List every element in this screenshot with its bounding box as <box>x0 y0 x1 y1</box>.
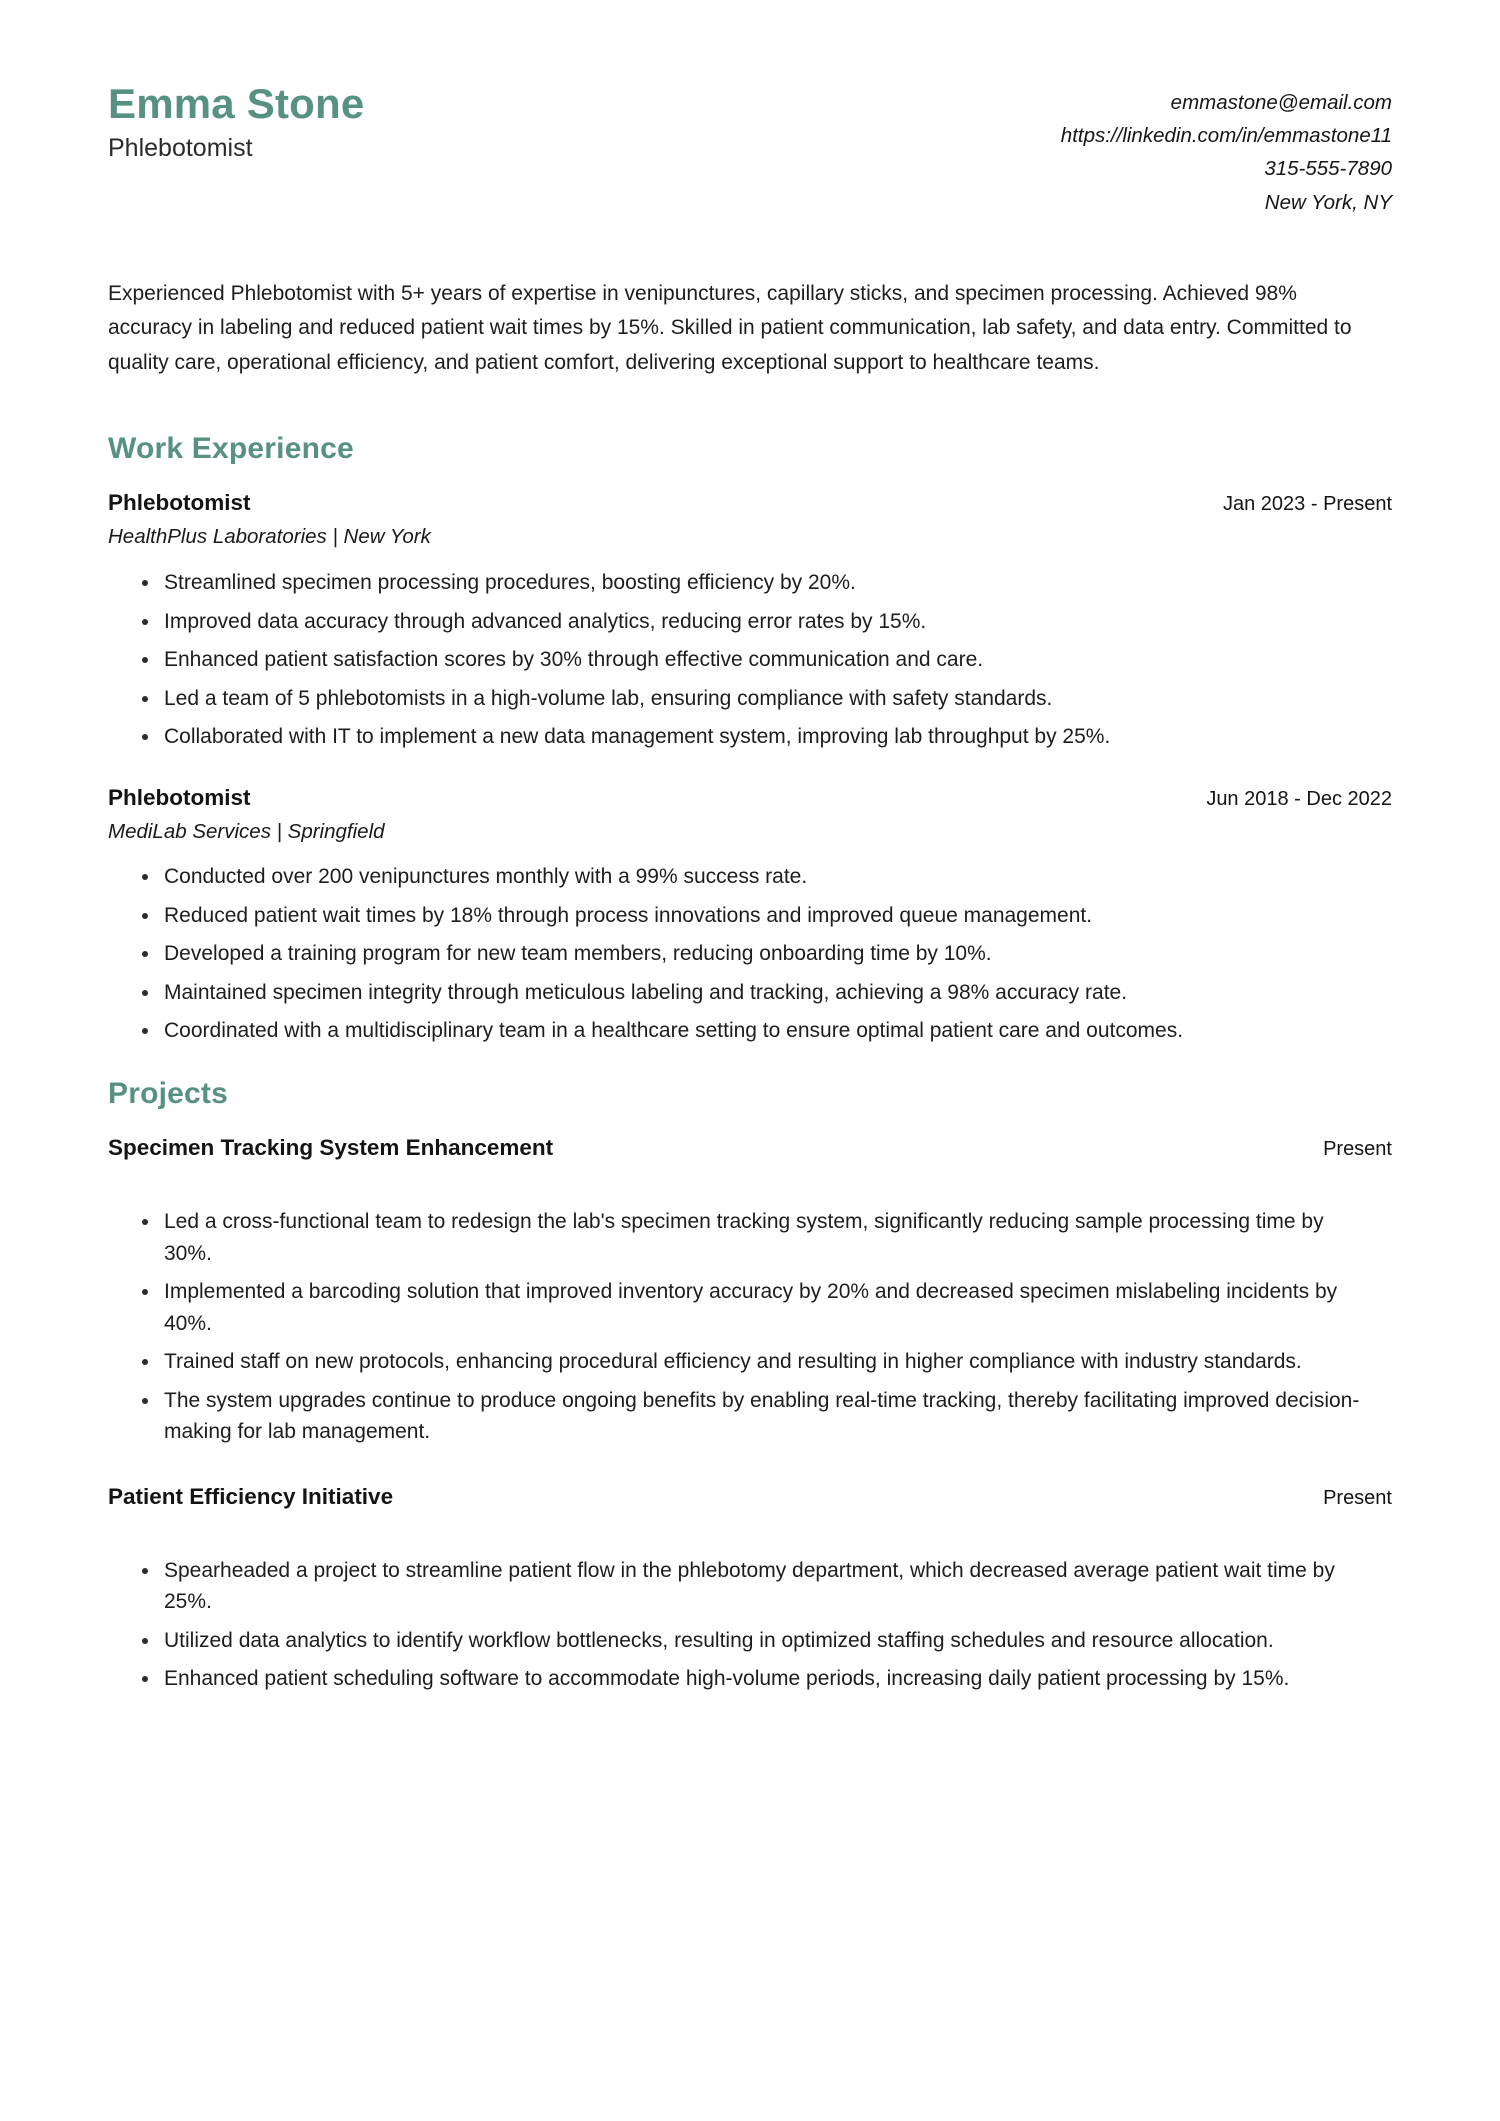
list-item: Streamlined specimen processing procedures, boosting efficiency by 20%. <box>142 567 1370 599</box>
section-work-experience <box>108 432 1392 1047</box>
list-item: Collaborated with IT to implement a new data management system, improving lab throughput by 25%. <box>142 721 1370 753</box>
project-entry-bullets <box>108 1555 1370 1695</box>
professional-summary: Experienced Phlebotomist with 5+ years of expertise in venipunctures, capillary sticks, and specimen processing. Achieved 98% accuracy in labeling and reduced patient wait times by 15%. Skilled in patient communication, lab safety, and data entry. Committed to quality care, operational efficiency, and patient comfort, delivering exceptional support to healthcare teams. <box>108 281 1352 374</box>
work-entry-title: Phlebotomist <box>108 490 251 516</box>
project-entry <box>108 1482 1392 1695</box>
project-entry-head <box>108 1482 1392 1511</box>
project-entry-date: Present <box>1323 1486 1392 1509</box>
list-item: Led a cross-functional team to redesign the lab's specimen tracking system, significantly reducing sample processing time by 30%. <box>142 1206 1370 1269</box>
work-entry-company: HealthPlus Laboratories | New York <box>108 525 431 549</box>
list-item: Developed a training program for new team members, reducing onboarding time by 10%. <box>142 938 1370 970</box>
list-item: Coordinated with a multidisciplinary team in a healthcare setting to ensure optimal patient care and outcomes. <box>142 1015 1370 1047</box>
list-item: Implemented a barcoding solution that improved inventory accuracy by 20% and decreased specimen mislabeling incidents by 40%. <box>142 1276 1370 1339</box>
contact-location: New York, NY <box>1264 190 1392 214</box>
project-entry-head <box>108 1133 1392 1162</box>
work-entry <box>108 488 1392 752</box>
work-entry-company: MediLab Services | Springfield <box>108 819 385 843</box>
list-item: Enhanced patient satisfaction scores by 30% through effective communication and care. <box>142 644 1370 676</box>
work-entry-bullets <box>108 861 1370 1047</box>
contact-email[interactable]: emmastone@email.com <box>1170 91 1392 114</box>
contact-linkedin[interactable]: https://linkedin.com/in/emmastone11 <box>1060 124 1392 148</box>
work-entry-date: Jan 2023 - Present <box>1223 493 1392 516</box>
identity-block <box>108 78 364 163</box>
contact-block <box>1061 78 1392 219</box>
list-item: Enhanced patient scheduling software to accommodate high-volume periods, increasing daily patient processing by 15%. <box>142 1663 1370 1695</box>
work-entry <box>108 783 1392 1047</box>
project-entry-title: Specimen Tracking System Enhancement <box>108 1134 554 1160</box>
list-item: Reduced patient wait times by 18% through process innovations and improved queue management. <box>142 900 1370 932</box>
candidate-name: Emma Stone <box>108 80 365 127</box>
work-entry-head <box>108 488 1392 517</box>
work-entry-bullets <box>108 567 1370 753</box>
work-entry-title: Phlebotomist <box>108 784 251 810</box>
work-entry-head <box>108 783 1392 812</box>
project-entry-date: Present <box>1323 1137 1392 1160</box>
project-entry <box>108 1133 1392 1448</box>
list-item: Spearheaded a project to streamline patient flow in the phlebotomy department, which decreased average patient wait time by 25%. <box>142 1555 1370 1618</box>
list-item: The system upgrades continue to produce ongoing benefits by enabling real-time tracking, thereby facilitating improved decision-making for lab management. <box>142 1385 1370 1448</box>
list-item: Trained staff on new protocols, enhancing procedural efficiency and resulting in higher compliance with industry standards. <box>142 1346 1370 1378</box>
project-entry-bullets <box>108 1206 1370 1448</box>
work-entry-date: Jun 2018 - Dec 2022 <box>1206 787 1392 810</box>
project-entry-title: Patient Efficiency Initiative <box>108 1483 394 1509</box>
list-item: Conducted over 200 venipunctures monthly with a 99% success rate. <box>142 861 1370 893</box>
list-item: Utilized data analytics to identify workflow bottlenecks, resulting in optimized staffing schedules and resource allocation. <box>142 1625 1370 1657</box>
candidate-headline: Phlebotomist <box>108 134 253 163</box>
list-item: Improved data accuracy through advanced analytics, reducing error rates by 15%. <box>142 606 1370 638</box>
section-title-projects: Projects <box>108 1076 228 1110</box>
list-item: Maintained specimen integrity through meticulous labeling and tracking, achieving a 98% accuracy rate. <box>142 977 1370 1009</box>
section-projects <box>108 1077 1392 1695</box>
list-item: Led a team of 5 phlebotomists in a high-volume lab, ensuring compliance with safety standards. <box>142 683 1370 715</box>
resume-header <box>108 78 1392 219</box>
contact-phone[interactable]: 315-555-7890 <box>1264 157 1392 181</box>
section-title-work-experience: Work Experience <box>108 432 354 466</box>
